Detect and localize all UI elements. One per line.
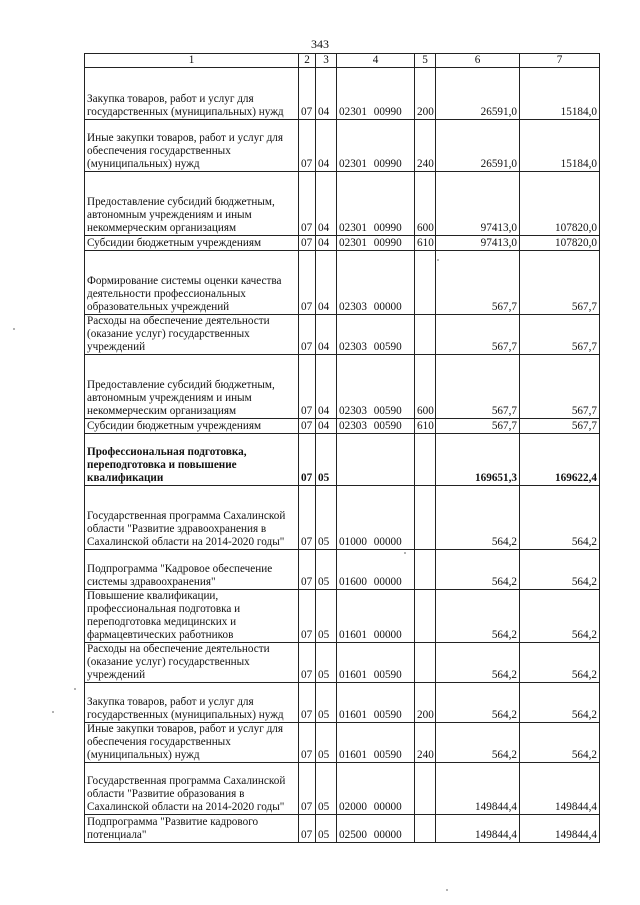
expense-type-code (415, 643, 436, 683)
section-code: 07 (299, 434, 316, 486)
expense-type-code: 610 (415, 236, 436, 251)
target-article-code: 02301 00990 (337, 236, 415, 251)
section-code: 07 (299, 315, 316, 355)
amount-col6: 564,2 (436, 683, 520, 723)
subsection-code: 05 (316, 486, 337, 550)
row-label: Расходы на обеспечение деятельности (оказание услуг) государственных учреждений (85, 643, 299, 683)
target-article-code: 01601 00590 (337, 683, 415, 723)
table-row (85, 723, 600, 763)
column-header: 4 (337, 54, 415, 68)
expense-type-code (415, 763, 436, 815)
section-code: 07 (299, 486, 316, 550)
table-row (85, 550, 600, 590)
amount-col6: 26591,0 (436, 120, 520, 172)
amount-col6: 567,7 (436, 251, 520, 315)
subsection-code: 05 (316, 763, 337, 815)
section-code: 07 (299, 723, 316, 763)
section-code: 07 (299, 763, 316, 815)
scan-speck (52, 711, 54, 713)
expense-type-code (415, 434, 436, 486)
target-article-code (337, 434, 415, 486)
subsection-code: 04 (316, 236, 337, 251)
row-label: Повышение квалификации, профессиональная подготовка и переподготовка медицинских и фармацевтических работников (85, 590, 299, 643)
subsection-code: 04 (316, 355, 337, 419)
expense-type-code: 610 (415, 419, 436, 434)
amount-col7: 567,7 (520, 419, 600, 434)
section-code: 07 (299, 236, 316, 251)
expense-type-code (415, 550, 436, 590)
table-row (85, 763, 600, 815)
amount-col6: 567,7 (436, 355, 520, 419)
table-row (85, 120, 600, 172)
row-label: Субсидии бюджетным учреждениям (85, 419, 299, 434)
column-header: 7 (520, 54, 600, 68)
expense-type-code (415, 486, 436, 550)
subsection-code: 04 (316, 419, 337, 434)
amount-col7: 564,2 (520, 643, 600, 683)
table-row (85, 355, 600, 419)
target-article-code: 02301 00990 (337, 172, 415, 236)
section-code: 07 (299, 251, 316, 315)
table-body (85, 68, 600, 843)
subsection-code: 04 (316, 315, 337, 355)
row-label: Закупка товаров, работ и услуг для государственных (муниципальных) нужд (85, 683, 299, 723)
column-header: 2 (299, 54, 316, 68)
section-code: 07 (299, 68, 316, 120)
column-header: 5 (415, 54, 436, 68)
row-label: Закупка товаров, работ и услуг для государственных (муниципальных) нужд (85, 68, 299, 120)
row-label: Иные закупки товаров, работ и услуг для обеспечения государственных (муниципальных) нужд (85, 120, 299, 172)
scan-speck (404, 552, 406, 554)
subsection-code: 05 (316, 550, 337, 590)
section-code: 07 (299, 815, 316, 843)
column-header: 1 (85, 54, 299, 68)
amount-col6: 567,7 (436, 315, 520, 355)
amount-col7: 169622,4 (520, 434, 600, 486)
target-article-code: 01601 00590 (337, 723, 415, 763)
column-header: 6 (436, 54, 520, 68)
subsection-code: 05 (316, 723, 337, 763)
amount-col7: 564,2 (520, 723, 600, 763)
row-label: Иные закупки товаров, работ и услуг для обеспечения государственных (муниципальных) нужд (85, 723, 299, 763)
expense-type-code (415, 815, 436, 843)
amount-col7: 149844,4 (520, 763, 600, 815)
table-row (85, 486, 600, 550)
subsection-code: 05 (316, 590, 337, 643)
target-article-code: 02303 00000 (337, 251, 415, 315)
amount-col6: 564,2 (436, 590, 520, 643)
subsection-code: 04 (316, 68, 337, 120)
amount-col7: 567,7 (520, 355, 600, 419)
amount-col6: 564,2 (436, 723, 520, 763)
amount-col6: 149844,4 (436, 815, 520, 843)
amount-col6: 564,2 (436, 643, 520, 683)
table-row (85, 590, 600, 643)
amount-col7: 564,2 (520, 590, 600, 643)
section-code: 07 (299, 550, 316, 590)
target-article-code: 01601 00000 (337, 590, 415, 643)
subsection-code: 05 (316, 434, 337, 486)
row-label: Профессиональная подготовка, переподготовка и повышение квалификации (85, 434, 299, 486)
expense-type-code: 240 (415, 723, 436, 763)
scan-speck (13, 328, 15, 330)
expense-type-code: 200 (415, 68, 436, 120)
target-article-code: 02303 00590 (337, 315, 415, 355)
section-code: 07 (299, 172, 316, 236)
row-label: Государственная программа Сахалинской области "Развитие образования в Сахалинской области на 2014-2020 годы" (85, 763, 299, 815)
target-article-code: 02303 00590 (337, 419, 415, 434)
expense-type-code: 600 (415, 172, 436, 236)
row-label: Субсидии бюджетным учреждениям (85, 236, 299, 251)
table-row (85, 643, 600, 683)
amount-col6: 567,7 (436, 419, 520, 434)
target-article-code: 02500 00000 (337, 815, 415, 843)
table-row (85, 315, 600, 355)
table-row (85, 683, 600, 723)
scan-speck (74, 688, 76, 690)
expense-type-code (415, 315, 436, 355)
amount-col6: 564,2 (436, 550, 520, 590)
target-article-code: 01600 00000 (337, 550, 415, 590)
page-number: 343 (311, 37, 329, 51)
row-label: Государственная программа Сахалинской области "Развитие здравоохранения в Сахалинской области на 2014-2020 годы" (85, 486, 299, 550)
row-label: Предоставление субсидий бюджетным, автономным учреждениям и иным некоммерческим организациям (85, 172, 299, 236)
table-row (85, 419, 600, 434)
expense-type-code (415, 590, 436, 643)
amount-col7: 567,7 (520, 315, 600, 355)
scan-speck (446, 889, 448, 891)
row-label: Расходы на обеспечение деятельности (оказание услуг) государственных учреждений (85, 315, 299, 355)
subsection-code: 05 (316, 643, 337, 683)
target-article-code: 02000 00000 (337, 763, 415, 815)
target-article-code: 02303 00590 (337, 355, 415, 419)
table-row (85, 68, 600, 120)
amount-col6: 97413,0 (436, 236, 520, 251)
row-label: Формирование системы оценки качества деятельности профессиональных образовательных учреждений (85, 251, 299, 315)
subsection-code: 05 (316, 815, 337, 843)
row-label: Подпрограмма "Развитие кадрового потенциала" (85, 815, 299, 843)
amount-col7: 15184,0 (520, 120, 600, 172)
subsection-code: 04 (316, 172, 337, 236)
amount-col7: 15184,0 (520, 68, 600, 120)
target-article-code: 01601 00590 (337, 643, 415, 683)
subsection-code: 04 (316, 251, 337, 315)
scan-speck (437, 259, 439, 261)
amount-col7: 567,7 (520, 251, 600, 315)
table-row (85, 815, 600, 843)
table-row (85, 434, 600, 486)
amount-col6: 169651,3 (436, 434, 520, 486)
amount-col6: 149844,4 (436, 763, 520, 815)
target-article-code: 01000 00000 (337, 486, 415, 550)
section-code: 07 (299, 683, 316, 723)
amount-col6: 26591,0 (436, 68, 520, 120)
expense-type-code: 200 (415, 683, 436, 723)
amount-col7: 564,2 (520, 550, 600, 590)
amount-col7: 564,2 (520, 486, 600, 550)
section-code: 07 (299, 590, 316, 643)
amount-col7: 564,2 (520, 683, 600, 723)
amount-col6: 564,2 (436, 486, 520, 550)
table-row (85, 172, 600, 236)
amount-col7: 107820,0 (520, 236, 600, 251)
expense-type-code: 240 (415, 120, 436, 172)
amount-col7: 149844,4 (520, 815, 600, 843)
table-row (85, 251, 600, 315)
expense-type-code: 600 (415, 355, 436, 419)
row-label: Предоставление субсидий бюджетным, автономным учреждениям и иным некоммерческим организациям (85, 355, 299, 419)
column-header: 3 (316, 54, 337, 68)
section-code: 07 (299, 355, 316, 419)
subsection-code: 05 (316, 683, 337, 723)
subsection-code: 04 (316, 120, 337, 172)
amount-col7: 107820,0 (520, 172, 600, 236)
table-row (85, 236, 600, 251)
table-header-row (85, 54, 600, 68)
target-article-code: 02301 00990 (337, 120, 415, 172)
section-code: 07 (299, 643, 316, 683)
row-label: Подпрограмма "Кадровое обеспечение системы здравоохранения" (85, 550, 299, 590)
target-article-code: 02301 00990 (337, 68, 415, 120)
budget-table (84, 53, 600, 843)
section-code: 07 (299, 419, 316, 434)
section-code: 07 (299, 120, 316, 172)
amount-col6: 97413,0 (436, 172, 520, 236)
expense-type-code (415, 251, 436, 315)
